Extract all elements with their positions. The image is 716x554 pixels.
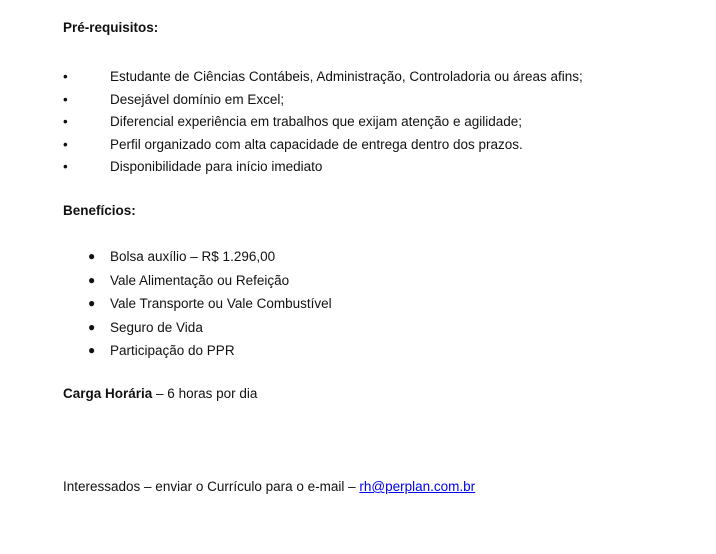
bullet-icon: ● (88, 319, 96, 334)
benefits-heading: Benefícios: (63, 203, 136, 218)
bullet-icon: • (63, 136, 68, 152)
bullet-icon: • (63, 114, 68, 129)
contact-line (63, 479, 475, 494)
benefit-text: Bolsa auxílio – R$ 1.296,00 (110, 249, 276, 264)
prerequisite-text: Estudante de Ciências Contábeis, Administração, Controladoria ou áreas afins; (110, 69, 583, 84)
bullet-icon: • (63, 91, 68, 107)
bullet-icon: ● (88, 272, 96, 287)
prerequisite-text: Desejável domínio em Excel; (110, 91, 285, 107)
bullet-icon: ● (88, 296, 96, 310)
workload-line (63, 386, 257, 401)
workload-text: – 6 horas por dia (152, 386, 258, 401)
benefit-text: Seguro de Vida (110, 319, 203, 335)
bullet-icon: • (63, 159, 68, 174)
email-link[interactable]: rh@perplan.com.br (359, 479, 476, 494)
bullet-icon: • (63, 69, 68, 84)
benefit-text: Vale Transporte ou Vale Combustível (110, 296, 332, 311)
prerequisite-text: Perfil organizado com alta capacidade de entrega dentro dos prazos. (110, 136, 523, 152)
contact-text: Interessados – enviar o Currículo para o e-mail – (63, 479, 360, 494)
prerequisite-text: Diferencial experiência em trabalhos que exijam atenção e agilidade; (110, 114, 522, 129)
benefit-text: Vale Alimentação ou Refeição (110, 272, 290, 288)
prerequisite-text: Disponibilidade para início imediato (110, 159, 323, 174)
bullet-icon: ● (88, 249, 96, 263)
workload-label: Carga Horária (63, 386, 153, 401)
bullet-icon: ● (88, 343, 96, 357)
prerequisites-heading: Pré-requisitos: (63, 20, 159, 35)
benefit-text: Participação do PPR (110, 343, 235, 358)
